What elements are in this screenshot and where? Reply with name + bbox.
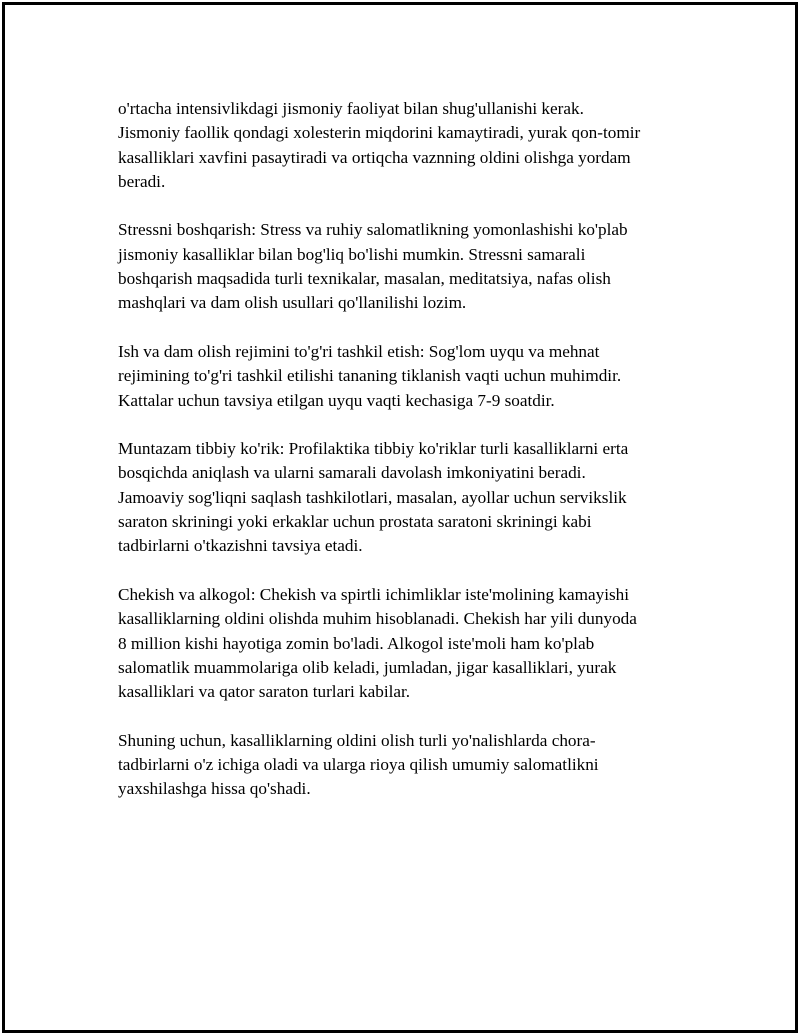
text-line: Muntazam tibbiy ko'rik: Profilaktika tibbiy ko'riklar turli kasalliklarni erta	[118, 439, 629, 459]
text-line: Jismoniy faollik qondagi xolesterin miqdorini kamaytiradi, yurak qon-tomir	[118, 123, 641, 143]
text-line: mashqlari va dam olish usullari qo'llanilishi lozim.	[118, 293, 467, 313]
text-line: rejimining to'g'ri tashkil etilishi tananing tiklanish vaqti uchun muhimdir.	[118, 366, 622, 386]
text-line: Ish va dam olish rejimini to'g'ri tashkil etish: Sog'lom uyqu va mehnat	[118, 341, 600, 361]
text-line: o'rtacha intensivlikdagi jismoniy faoliyat bilan shug'ullanishi kerak.	[118, 99, 584, 118]
document-body	[118, 97, 688, 826]
paragraph-smoking-alcohol	[118, 583, 688, 704]
text-line: kasalliklari va qator saraton turlari kabilar.	[118, 682, 411, 702]
text-line: Chekish va alkogol: Chekish va spirtli ichimliklar iste'molining kamayishi	[118, 584, 630, 604]
text-line: tadbirlarni o'z ichiga oladi va ularga rioya qilish umumiy salomatlikni	[118, 755, 599, 775]
paragraph-conclusion	[118, 729, 688, 802]
paragraph-physical-activity	[118, 97, 688, 194]
text-line: Stressni boshqarish: Stress va ruhiy salomatlikning yomonlashishi ko'plab	[118, 220, 628, 240]
text-line: Jamoaviy sog'liqni saqlash tashkilotlari, masalan, ayollar uchun servikslik	[118, 487, 627, 507]
document-page	[2, 2, 798, 1033]
text-line: bosqichda aniqlash va ularni samarali davolash imkoniyatini beradi.	[118, 463, 586, 483]
paragraph-work-rest	[118, 340, 688, 413]
paragraph-stress-management	[118, 218, 688, 315]
text-line: yaxshilashga hissa qo'shadi.	[118, 779, 311, 799]
text-line: 8 million kishi hayotiga zomin bo'ladi. Alkogol iste'moli ham ko'plab	[118, 633, 595, 653]
text-line: tadbirlarni o'tkazishni tavsiya etadi.	[118, 536, 363, 556]
text-line: kasalliklarning oldini olishda muhim hisoblanadi. Chekish har yili dunyoda	[118, 609, 637, 629]
paragraph-medical-checkup	[118, 437, 688, 558]
text-line: salomatlik muammolariga olib keladi, jumladan, jigar kasalliklari, yurak	[118, 657, 617, 677]
text-line: Kattalar uchun tavsiya etilgan uyqu vaqti kechasiga 7-9 soatdir.	[118, 390, 555, 410]
text-line: beradi.	[118, 171, 166, 191]
text-line: boshqarish maqsadida turli texnikalar, masalan, meditatsiya, nafas olish	[118, 269, 611, 289]
text-line: kasalliklari xavfini pasaytiradi va ortiqcha vaznning oldini olishga yordam	[118, 147, 631, 167]
text-line: jismoniy kasalliklar bilan bog'liq bo'lishi mumkin. Stressni samarali	[118, 244, 586, 264]
text-line: Shuning uchun, kasalliklarning oldini olish turli yo'nalishlarda chora-	[118, 730, 596, 750]
text-line: saraton skriningi yoki erkaklar uchun prostata saratoni skriningi kabi	[118, 512, 592, 532]
